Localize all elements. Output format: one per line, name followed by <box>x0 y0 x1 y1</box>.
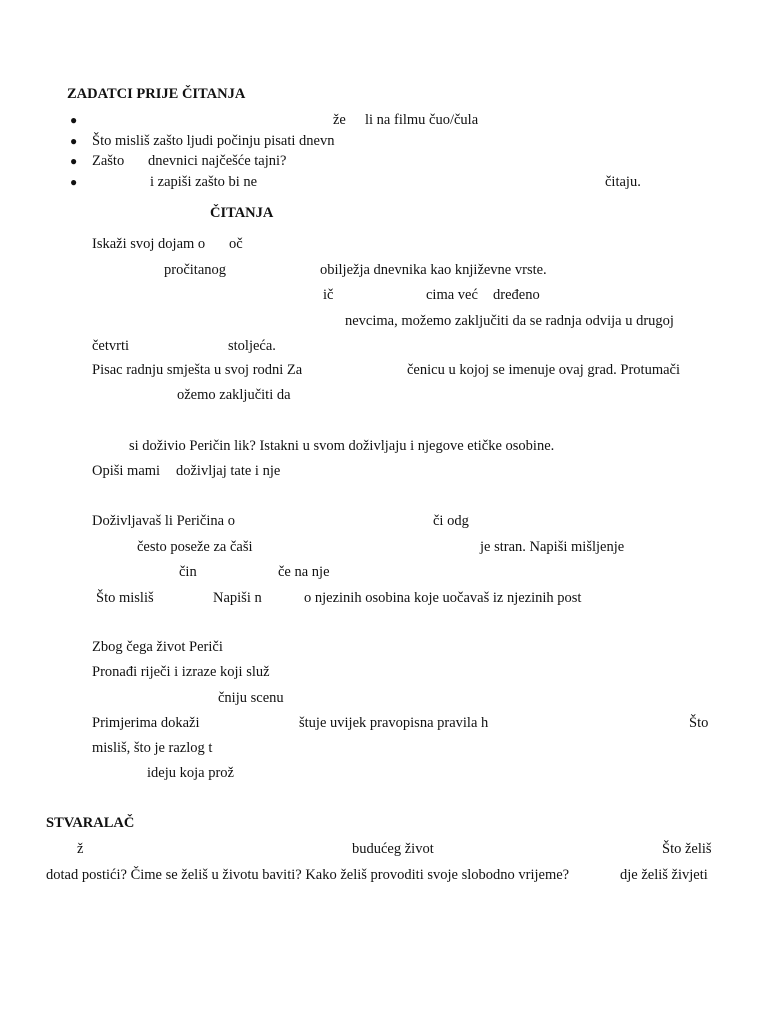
reading-heading: ČITANJA <box>210 205 274 221</box>
reading-line-17-c: Što <box>689 715 709 731</box>
bullet-icon: ● <box>70 134 78 148</box>
reading-line-1-b: oč <box>229 236 243 252</box>
list-item-1-part-1: že <box>333 112 346 128</box>
bullet-icon: ● <box>70 113 78 127</box>
list-item-4-part-2: čitaju. <box>605 174 641 190</box>
list-item-3-part-1: Zašto <box>92 153 125 169</box>
reading-line-8-a: si doživio Peričin lik? Istakni u svom doživljaju i njegove etičke osobine. <box>129 438 555 454</box>
reading-line-10-b: či odg <box>433 513 469 529</box>
reading-line-1-a: Iskaži svoj dojam o <box>92 236 206 252</box>
reading-line-13-b: Napiši n <box>213 590 262 606</box>
creative-line-1-a: ž <box>77 841 84 857</box>
reading-line-13-c: o njezinih osobina koje uočavaš iz njezinih post <box>304 590 582 606</box>
bullet-icon: ● <box>70 175 78 189</box>
reading-line-10-a: Doživljavaš li Peričina o <box>92 513 235 529</box>
reading-line-17-b: štuje uvijek pravopisna pravila h <box>299 715 489 731</box>
list-item-2-part-1: Što misliš zašto ljudi počinju pisati dnevn <box>92 133 335 149</box>
reading-line-12-b: če na nje <box>278 564 330 580</box>
creative-line-2-b: dje želiš živjeti <box>620 867 708 883</box>
reading-line-6-a: Pisac radnju smješta u svoj rodni Za <box>92 362 303 378</box>
reading-line-5-a: četvrti <box>92 338 130 354</box>
reading-line-14-a: Zbog čega život Periči <box>92 639 223 655</box>
creative-line-1-c: Što želiš <box>662 841 712 857</box>
reading-line-12-a: čin <box>179 564 197 580</box>
reading-line-3-b: cima već <box>426 287 478 303</box>
reading-line-5-b: stoljeća. <box>228 338 276 354</box>
reading-line-17-a: Primjerima dokaži <box>92 715 200 731</box>
reading-line-7-a: ožemo zaključiti da <box>177 387 291 403</box>
reading-line-16-a: čniju scenu <box>218 690 284 706</box>
reading-line-9-a: Opiši mami <box>92 463 161 479</box>
reading-line-3-a: ič <box>323 287 334 303</box>
reading-line-4-a: nevcima, možemo zaključiti da se radnja odvija u drugoj <box>345 313 674 329</box>
list-item-3-part-2: dnevnici najčešće tajni? <box>148 153 287 169</box>
reading-line-15-a: Pronađi riječi i izraze koji služ <box>92 664 270 680</box>
creative-heading: STVARALAČ <box>46 815 135 831</box>
reading-line-2-b: obilježja dnevnika kao književne vrste. <box>320 262 547 278</box>
reading-line-19-a: ideju koja prož <box>147 765 234 781</box>
pre-reading-heading: ZADATCI PRIJE ČITANJA <box>67 86 246 102</box>
reading-line-18-a: misliš, što je razlog t <box>92 740 213 756</box>
reading-line-9-b: doživljaj tate i nje <box>176 463 281 479</box>
list-item-1-part-2: li na filmu čuo/čula <box>365 112 479 128</box>
list-item-4-part-1: i zapiši zašto bi ne <box>150 174 258 190</box>
reading-line-11-a: često poseže za čaši <box>137 539 253 555</box>
reading-line-3-c: dređeno <box>493 287 540 303</box>
reading-line-13-a: Što misliš <box>96 590 154 606</box>
reading-line-2-a: pročitanog <box>164 262 227 278</box>
bullet-icon: ● <box>70 154 78 168</box>
reading-line-6-b: čenicu u kojoj se imenuje ovaj grad. Protumači <box>407 362 681 378</box>
creative-line-1-b: budućeg život <box>352 841 434 857</box>
reading-line-11-b: je stran. Napiši mišljenje <box>480 539 625 555</box>
creative-line-2-a: dotad postići? Čime se želiš u životu baviti? Kako želiš provoditi svoje slobodno vrijeme? <box>46 867 570 883</box>
